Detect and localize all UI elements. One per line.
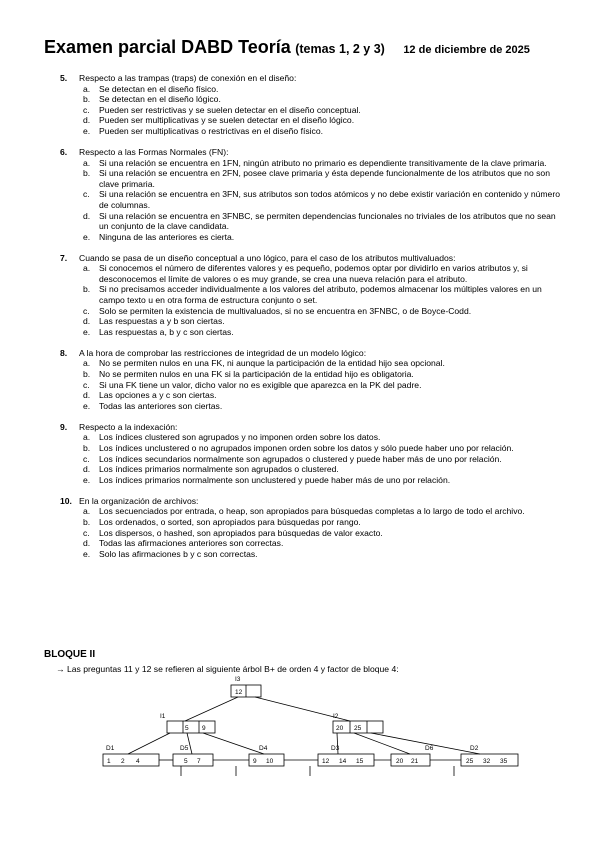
tree-key: 7: [197, 758, 201, 765]
question: [60, 422, 560, 486]
answer-option: [79, 232, 560, 243]
option-text: Todas las afirmaciones anteriores son correctas.: [99, 538, 284, 549]
option-text: Se detectan en el diseño físico.: [99, 83, 219, 94]
answer-option: [79, 475, 560, 486]
option-letter: e.: [83, 400, 91, 411]
answer-option: [79, 358, 560, 369]
tree-key: 1: [107, 758, 111, 765]
tree-key: 5: [185, 725, 189, 732]
option-text: Solo las afirmaciones b y c son correctas.: [99, 548, 258, 559]
exam-date: 12 de diciembre de 2025: [403, 44, 530, 56]
question-text: Respecto a las Formas Normales (FN):: [79, 146, 229, 157]
option-letter: e.: [83, 326, 91, 337]
option-text: Ninguna de las anteriores es cierta.: [99, 231, 235, 242]
option-text: Pueden ser multiplicativas o restrictivas en el diseño físico.: [99, 125, 324, 136]
answer-option: [79, 464, 560, 475]
exam-title: Examen parcial DABD Teoría: [44, 37, 291, 57]
tree-node-label: D1: [106, 745, 115, 752]
answer-option: [79, 390, 560, 401]
question: [60, 147, 560, 242]
tree-node-label: D6: [425, 745, 434, 752]
tree-leaf-node: [173, 754, 213, 766]
option-letter: d.: [83, 316, 91, 327]
tree-key: 5: [184, 758, 188, 765]
option-letter: b.: [83, 168, 91, 179]
answer-option: [79, 306, 560, 317]
question-list: [60, 73, 560, 570]
option-letter: a.: [83, 506, 91, 517]
tree-key: 25: [354, 725, 362, 732]
option-text: Las respuestas a y b son ciertas.: [99, 316, 225, 327]
bplus-tree-diagram: [0, 672, 600, 782]
option-letter: b.: [83, 284, 91, 295]
question-number: 6.: [60, 146, 68, 157]
tree-node-label: D2: [470, 745, 479, 752]
option-letter: d.: [83, 390, 91, 401]
answer-option: [79, 517, 560, 528]
option-letter: c.: [83, 104, 90, 115]
tree-key: 12: [235, 689, 243, 696]
question-text: Respecto a las trampas (traps) de conexión en el diseño:: [79, 73, 297, 83]
answer-option: [79, 380, 560, 391]
question-number: 8.: [60, 347, 68, 358]
tree-node-label: I3: [235, 676, 241, 683]
option-text: Las respuestas a, b y c son ciertas.: [99, 326, 234, 337]
option-letter: d.: [83, 464, 91, 475]
section-title: BLOQUE II: [44, 649, 96, 660]
tree-key: 2: [121, 758, 125, 765]
option-letter: a.: [83, 83, 91, 94]
option-letter: b.: [83, 369, 91, 380]
option-letter: e.: [83, 125, 91, 136]
option-letter: b.: [83, 516, 91, 527]
option-letter: c.: [83, 305, 90, 316]
option-text: Las opciones a y c son ciertas.: [99, 390, 217, 401]
option-text: Los secuenciados por entrada, o heap, son apropiados para búsquedas completas a lo largo de todo el archivo.: [99, 506, 525, 517]
question: [60, 496, 560, 560]
option-text: Los índices primarios normalmente son agrupados o clustered.: [99, 464, 339, 475]
answer-option: [79, 211, 560, 232]
answer-option: [79, 84, 560, 95]
answer-option: [79, 432, 560, 443]
option-letter: a.: [83, 263, 91, 274]
tree-key: 20: [396, 758, 404, 765]
answer-option: [79, 94, 560, 105]
tree-leaf-node: [103, 754, 159, 766]
option-text: Los dispersos, o hashed, son apropiados para búsquedas de valor exacto.: [99, 527, 383, 538]
tree-key: 10: [266, 758, 274, 765]
question-text: A la hora de comprobar las restricciones de integridad de un modelo lógico:: [79, 347, 367, 358]
tree-key: 21: [411, 758, 419, 765]
question-text: Respecto a la indexación:: [79, 421, 178, 432]
section-intro: → Las preguntas 11 y 12 se refieren al siguiente árbol B+ de orden 4 y factor de bloque 4:: [56, 664, 399, 674]
option-text: No se permiten nulos en una FK si la participación de la entidad hijo es obligatoria.: [99, 369, 414, 380]
question-number: 7.: [60, 252, 68, 263]
question-number: 9.: [60, 421, 68, 432]
option-letter: e.: [83, 548, 91, 559]
answer-option: [79, 115, 560, 126]
option-text: Se detectan en el diseño lógico.: [99, 94, 221, 105]
answer-option: [79, 168, 560, 189]
answer-option: [79, 126, 560, 137]
option-text: No se permiten nulos en una FK, ni aunque la participación de la entidad hijo sea opcional.: [99, 358, 445, 369]
tree-key: 14: [339, 758, 347, 765]
tree-key: 35: [500, 758, 508, 765]
tree-key: 25: [466, 758, 474, 765]
tree-key: 20: [336, 725, 344, 732]
option-text: Pueden ser multiplicativas y se suelen detectar en el diseño lógico.: [99, 115, 355, 126]
tree-node-label: I1: [160, 713, 166, 720]
option-letter: c.: [83, 527, 90, 538]
answer-option: [79, 263, 560, 284]
answer-option: [79, 316, 560, 327]
answer-option: [79, 549, 560, 560]
answer-option: [79, 284, 560, 305]
option-letter: b.: [83, 442, 91, 453]
question: [60, 348, 560, 412]
option-letter: d.: [83, 538, 91, 549]
question: [60, 73, 560, 137]
option-text: Si una relación se encuentra en 2FN, posee clave primaria y ésta depende funcionalmente de los atributos que no son clave primaria.: [99, 168, 550, 189]
question-text: Cuando se pasa de un diseño conceptual a uno lógico, para el caso de los atributos multivaluados:: [79, 252, 456, 263]
answer-option: [79, 158, 560, 169]
answer-option: [79, 327, 560, 338]
exam-header: [44, 37, 564, 58]
question: [60, 253, 560, 338]
tree-key: 9: [253, 758, 257, 765]
option-letter: c.: [83, 189, 90, 200]
question-number: 5.: [60, 73, 68, 83]
option-letter: d.: [83, 210, 91, 221]
option-letter: a.: [83, 432, 91, 443]
option-letter: a.: [83, 157, 91, 168]
option-text: Pueden ser restrictivas y se suelen detectar en el diseño conceptual.: [99, 104, 361, 115]
tree-key: 12: [322, 758, 330, 765]
tree-node-label: D4: [259, 745, 268, 752]
option-text: Si no precisamos acceder individualmente a los valores del atributo, podemos almacenar los múltiples valores en un campo texto u en otra forma de estructura conjunto o set.: [99, 284, 542, 306]
option-text: Los índices unclustered o no agrupados imponen orden sobre los datos y sólo puede haber uno por relación.: [99, 442, 514, 453]
answer-option: [79, 105, 560, 116]
option-letter: c.: [83, 453, 90, 464]
tree-node-label: D3: [331, 745, 340, 752]
answer-option: [79, 528, 560, 539]
option-letter: e.: [83, 231, 91, 242]
option-text: Los índices primarios normalmente son unclustered y puede haber más de uno por relación.: [99, 474, 451, 485]
option-text: Si una relación se encuentra en 3FNBC, se permiten dependencias funcionales no triviales de los atributos que no sean un conjunto de la clave candidata.: [99, 210, 556, 232]
tree-internal-node: [167, 721, 215, 733]
question-number: 10.: [60, 495, 72, 506]
option-text: Si una relación se encuentra en 1FN, ningún atributo no primario es dependiente transitivamente de la clave primaria.: [99, 157, 547, 168]
option-text: Si una FK tiene un valor, dicho valor no es exigible que aparezca en la PK del padre.: [99, 379, 422, 390]
tree-node-label: I2: [333, 713, 339, 720]
option-letter: a.: [83, 358, 91, 369]
option-letter: c.: [83, 379, 90, 390]
tree-key: 9: [202, 725, 206, 732]
option-text: Todas las anteriores son ciertas.: [99, 400, 223, 411]
question-text: En la organización de archivos:: [79, 495, 199, 506]
answer-option: [79, 443, 560, 454]
option-text: Solo se permiten la existencia de multivaluados, si no se encuentra en 3FNBC, o de Boyce-Codd.: [99, 305, 472, 316]
tree-key: 32: [483, 758, 491, 765]
answer-option: [79, 506, 560, 517]
answer-option: [79, 454, 560, 465]
option-text: Si una relación se encuentra en 3FN, sus atributos son todos atómicos y no debe existir variación en contenido y número de columnas.: [99, 189, 560, 210]
option-letter: e.: [83, 474, 91, 485]
option-letter: b.: [83, 94, 91, 105]
option-text: Si conocemos el número de diferentes valores y es pequeño, podemos optar por dividirlo en varios atributos y, si desconocemos el límite de valores o es muy grande, se crea una nueva relación para el atributo.: [99, 263, 528, 284]
answer-option: [79, 401, 560, 412]
tree-key: 15: [356, 758, 364, 765]
option-text: Los índices clustered son agrupados y no imponen orden sobre los datos.: [99, 432, 381, 443]
option-text: Los índices secundarios normalmente son agrupados o clustered y puede haber más de uno por relación.: [99, 453, 502, 464]
answer-option: [79, 369, 560, 380]
option-text: Los ordenados, o sorted, son apropiados para búsquedas por rango.: [99, 516, 361, 527]
option-letter: d.: [83, 115, 91, 126]
answer-option: [79, 538, 560, 549]
tree-key: 4: [136, 758, 140, 765]
answer-option: [79, 189, 560, 210]
tree-node-label: D5: [180, 745, 189, 752]
exam-topics: (temas 1, 2 y 3): [295, 42, 385, 56]
